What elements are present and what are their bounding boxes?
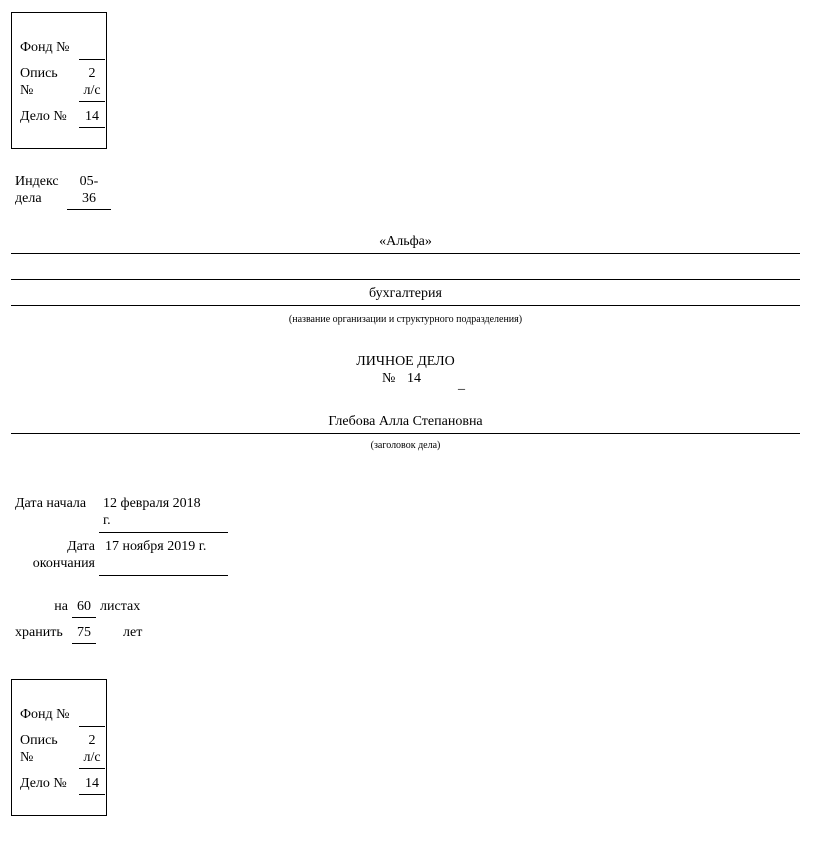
opis-label-line2: №: [20, 750, 34, 765]
storage-suffix: лет: [123, 625, 143, 640]
delo-label: Дело №: [20, 776, 67, 791]
divider: [11, 433, 800, 434]
file-heading-caption: (заголовок дела): [370, 440, 441, 451]
file-heading: Глебова Алла Степановна: [328, 414, 483, 429]
organization-caption: (название организации и структурного подразделения): [288, 314, 523, 325]
start-date-value-line1: 12 февраля 2018: [103, 496, 201, 511]
storage-prefix: хранить: [15, 625, 63, 640]
opis-label-line1: Опись: [20, 733, 58, 748]
organization-name: «Альфа»: [379, 234, 432, 249]
delo-label: Дело №: [20, 109, 67, 124]
opis-value-line1: 2: [88, 733, 96, 748]
start-date-underline: [99, 532, 228, 533]
opis-value-line2: л/с: [79, 749, 105, 769]
index-value-line2: 36: [67, 190, 111, 210]
department-name: бухгалтерия: [369, 286, 442, 301]
sheets-value: 60: [72, 598, 96, 618]
divider: [11, 253, 800, 254]
opis-value-line1: 2: [88, 66, 96, 81]
fond-value: [79, 39, 105, 60]
sheets-prefix: на: [54, 599, 68, 614]
start-date-value-line2: г.: [103, 513, 111, 528]
opis-label-line1: Опись: [20, 66, 58, 81]
end-date-label-line1: Дата: [67, 539, 95, 554]
index-label-line2: дела: [15, 191, 42, 206]
file-number-suffix: _: [458, 377, 465, 392]
delo-value: 14: [79, 775, 105, 795]
fond-label: Фонд №: [20, 40, 70, 55]
end-date-label-line2: окончания: [32, 556, 95, 571]
end-date-underline: [99, 575, 228, 576]
delo-value: 14: [79, 108, 105, 128]
opis-value-line2: л/с: [79, 82, 105, 102]
file-number-label: №: [382, 371, 396, 386]
opis-label-line2: №: [20, 83, 34, 98]
fond-value: [79, 706, 105, 727]
storage-value: 75: [72, 624, 96, 644]
archive-stamp-bottom: [11, 679, 107, 816]
start-date-label: Дата начала: [15, 496, 87, 511]
file-number-value: 14: [407, 371, 421, 386]
fond-label: Фонд №: [20, 707, 70, 722]
divider: [11, 305, 800, 306]
file-title: ЛИЧНОЕ ДЕЛО: [356, 354, 455, 369]
archive-stamp-top: [11, 12, 107, 149]
end-date-value: 17 ноября 2019 г.: [105, 539, 207, 554]
sheets-suffix: листах: [100, 599, 141, 614]
index-value-line1: 05-: [79, 174, 99, 189]
divider: [11, 279, 800, 280]
index-label-line1: Индекс: [15, 174, 59, 189]
